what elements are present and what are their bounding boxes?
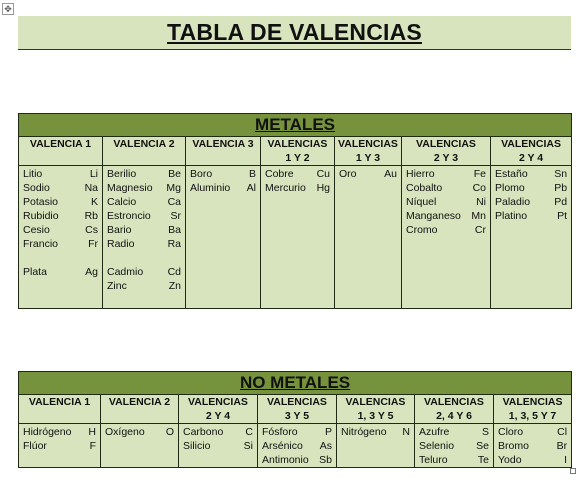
column-header-line: 2 Y 4 xyxy=(518,152,544,164)
nometales-column-header xyxy=(179,395,258,424)
element-name: Estroncio xyxy=(107,210,151,222)
element-name: Francio xyxy=(23,238,59,250)
nometales-column-cell xyxy=(19,424,101,468)
element-symbol: Sb xyxy=(319,454,332,466)
element-name: Litio xyxy=(23,168,43,180)
element-entry xyxy=(190,167,256,181)
column-header-line: VALENCIAS xyxy=(267,396,327,408)
element-name: Platino xyxy=(495,210,528,222)
element-entry xyxy=(419,425,489,439)
element-name: Silicio xyxy=(183,440,211,452)
element-symbol: Na xyxy=(84,182,98,194)
element-symbol: Te xyxy=(477,454,489,466)
metales-column-cell xyxy=(186,166,261,309)
metales-column-header xyxy=(103,137,186,166)
nometales-column-cell xyxy=(337,424,415,468)
element-symbol: Mn xyxy=(471,210,486,222)
metales-column-header xyxy=(335,137,402,166)
element-name: Magnesio xyxy=(107,182,153,194)
element-symbol: Br xyxy=(556,440,568,452)
column-header-line: VALENCIAS xyxy=(424,396,484,408)
element-symbol: Ni xyxy=(476,196,486,208)
element-entry xyxy=(341,425,410,439)
element-symbol: O xyxy=(165,426,174,438)
element-name: Mercurio xyxy=(265,182,306,194)
nometales-column-cell xyxy=(415,424,494,468)
element-entry xyxy=(23,167,98,181)
metales-header-row xyxy=(19,137,572,166)
element-name: Selenio xyxy=(419,440,455,452)
nometales-heading: NO METALES xyxy=(19,372,572,395)
element-symbol: B xyxy=(248,168,256,180)
element-symbol: Mg xyxy=(166,182,181,194)
element-symbol: Fr xyxy=(88,238,98,250)
page-title: TABLA DE VALENCIAS xyxy=(167,19,422,45)
element-name: Bario xyxy=(107,224,132,236)
element-symbol: Li xyxy=(89,168,98,180)
table-resize-handle[interactable] xyxy=(570,468,576,474)
nometales-column-cell xyxy=(258,424,337,468)
element-entry xyxy=(107,223,181,237)
element-name: Cobalto xyxy=(406,182,443,194)
column-header-line: VALENCIA 1 xyxy=(29,138,92,150)
element-symbol: Be xyxy=(168,168,181,180)
element-name: Oxígeno xyxy=(105,426,145,438)
nometales-column-header xyxy=(494,395,572,424)
element-name: Berilio xyxy=(107,168,137,180)
element-name: Manganeso xyxy=(406,210,461,222)
column-header-line: VALENCIA 2 xyxy=(108,396,171,408)
element-name: Boro xyxy=(190,168,213,180)
column-header-line: VALENCIAS xyxy=(501,138,561,150)
column-header-line: 1, 3 Y 5 xyxy=(357,410,394,422)
element-entry xyxy=(406,195,486,209)
column-header-line: VALENCIAS xyxy=(416,138,476,150)
element-symbol: S xyxy=(481,426,489,438)
metales-column-header xyxy=(261,137,335,166)
element-entry xyxy=(495,167,567,181)
column-header-line: VALENCIAS xyxy=(502,396,563,408)
column-header-line: VALENCIAS xyxy=(338,138,398,150)
element-symbol: Co xyxy=(472,182,486,194)
element-name: Cadmio xyxy=(107,266,144,278)
element-name: Flúor xyxy=(23,440,47,452)
column-header-line: 2 Y 4 xyxy=(205,410,231,422)
element-symbol: Fe xyxy=(473,168,486,180)
element-entry xyxy=(406,223,486,237)
element-name: Calcio xyxy=(107,196,137,208)
nometales-column-cell xyxy=(179,424,258,468)
metales-table xyxy=(18,113,572,309)
column-header-line: VALENCIA 2 xyxy=(113,138,175,150)
element-entry xyxy=(406,209,486,223)
element-entry xyxy=(23,237,98,251)
element-symbol: Al xyxy=(246,182,256,194)
element-entry xyxy=(406,167,486,181)
column-header-line: 3 Y 5 xyxy=(284,410,310,422)
column-header-line: 1 Y 2 xyxy=(285,152,310,164)
element-entry xyxy=(23,425,96,439)
element-name: Bromo xyxy=(498,440,529,452)
column-header-line: 2 Y 3 xyxy=(433,152,459,164)
element-name: Rubidio xyxy=(23,210,59,222)
element-symbol: H xyxy=(88,426,96,438)
metales-column-cell xyxy=(103,166,186,309)
table-move-handle-icon[interactable]: ✥ xyxy=(2,3,14,15)
nometales-column-header xyxy=(258,395,337,424)
element-symbol: Sr xyxy=(170,210,181,222)
element-entry xyxy=(107,167,181,181)
element-entry xyxy=(23,181,98,195)
element-symbol: Se xyxy=(476,440,489,452)
nometales-header-row xyxy=(19,395,572,424)
element-entry xyxy=(495,195,567,209)
blank-line xyxy=(23,251,98,265)
element-entry xyxy=(107,181,181,195)
column-header-line: 2, 4 Y 6 xyxy=(436,410,472,422)
element-symbol: Ag xyxy=(85,266,98,278)
column-header-line: 1 Y 3 xyxy=(355,152,381,164)
element-entry xyxy=(406,181,486,195)
element-symbol: Ca xyxy=(167,196,181,208)
element-entry xyxy=(183,425,253,439)
element-name: Plata xyxy=(23,266,47,278)
element-symbol: P xyxy=(324,426,332,438)
element-entry xyxy=(339,167,397,181)
nometales-body-row xyxy=(19,424,572,468)
element-name: Zinc xyxy=(107,280,127,292)
element-name: Yodo xyxy=(498,454,522,466)
column-header-line: VALENCIA 1 xyxy=(28,396,91,408)
element-name: Plomo xyxy=(495,182,525,194)
element-symbol: F xyxy=(89,440,96,452)
element-name: Aluminio xyxy=(190,182,231,194)
element-name: Estaño xyxy=(495,168,528,180)
element-symbol: Cs xyxy=(85,224,98,236)
element-entry xyxy=(183,439,253,453)
element-entry xyxy=(495,181,567,195)
element-symbol: K xyxy=(90,196,98,208)
element-entry xyxy=(105,425,174,439)
metales-column-header xyxy=(186,137,261,166)
element-name: Paladio xyxy=(495,196,531,208)
nometales-column-header xyxy=(415,395,494,424)
element-name: Carbono xyxy=(183,426,224,438)
nometales-column-cell xyxy=(494,424,572,468)
element-name: Sodio xyxy=(23,182,50,194)
element-symbol: Pt xyxy=(557,210,568,222)
nometales-column-cell xyxy=(101,424,179,468)
element-name: Oro xyxy=(339,168,357,180)
element-symbol: Cr xyxy=(474,224,486,236)
element-symbol: Ra xyxy=(167,238,181,250)
metales-column-cell xyxy=(261,166,335,309)
element-name: Nitrógeno xyxy=(341,426,387,438)
element-entry xyxy=(498,439,567,453)
element-entry xyxy=(419,453,489,467)
element-symbol: Si xyxy=(243,440,253,452)
nometales-column-header xyxy=(101,395,179,424)
metales-column-cell xyxy=(19,166,103,309)
element-symbol: Rb xyxy=(84,210,98,222)
element-name: Radio xyxy=(107,238,135,250)
element-symbol: Pb xyxy=(554,182,568,194)
page-title-bar xyxy=(18,16,571,50)
element-entry xyxy=(23,195,98,209)
element-entry xyxy=(23,265,98,279)
element-entry xyxy=(498,425,567,439)
column-header-line: VALENCIAS xyxy=(188,396,248,408)
metales-column-header xyxy=(402,137,491,166)
metales-heading: METALES xyxy=(19,114,572,137)
element-symbol: Zn xyxy=(168,280,181,292)
column-header-line: VALENCIA 3 xyxy=(192,138,254,150)
element-name: Arsénico xyxy=(262,440,303,452)
metales-body-row xyxy=(19,166,572,309)
metales-column-header xyxy=(19,137,103,166)
element-symbol: N xyxy=(402,426,410,438)
element-name: Antimonio xyxy=(262,454,309,466)
element-entry xyxy=(23,223,98,237)
element-symbol: C xyxy=(245,426,253,438)
element-entry xyxy=(107,237,181,251)
element-name: Potasio xyxy=(23,196,59,208)
column-header-line: 1, 3, 5 Y 7 xyxy=(508,410,557,422)
element-symbol: Sn xyxy=(554,168,568,180)
element-entry xyxy=(107,209,181,223)
metales-column-header xyxy=(491,137,572,166)
element-name: Cromo xyxy=(406,224,438,236)
element-entry xyxy=(265,167,330,181)
element-entry xyxy=(107,279,181,293)
element-entry xyxy=(262,453,332,467)
element-name: Cloro xyxy=(498,426,524,438)
element-symbol: Cu xyxy=(316,168,330,180)
element-name: Teluro xyxy=(419,454,448,466)
element-name: Cesio xyxy=(23,224,50,236)
element-name: Níquel xyxy=(406,196,437,208)
metales-column-cell xyxy=(491,166,572,309)
element-entry xyxy=(262,439,332,453)
blank-line xyxy=(107,251,181,265)
column-header-line: VALENCIAS xyxy=(345,396,406,408)
element-symbol: Cd xyxy=(167,266,181,278)
element-name: Fósforo xyxy=(262,426,298,438)
element-name: Hierro xyxy=(406,168,435,180)
element-name: Azufre xyxy=(419,426,450,438)
element-entry xyxy=(262,425,332,439)
column-header-line: VALENCIAS xyxy=(267,138,328,150)
nometales-table xyxy=(18,371,572,468)
element-symbol: Pd xyxy=(554,196,568,208)
element-entry xyxy=(107,265,181,279)
nometales-column-header xyxy=(19,395,101,424)
element-entry xyxy=(190,181,256,195)
nometales-column-header xyxy=(337,395,415,424)
element-entry xyxy=(419,439,489,453)
element-symbol: As xyxy=(319,440,332,452)
metales-column-cell xyxy=(335,166,402,309)
element-symbol: Cl xyxy=(557,426,568,438)
element-entry xyxy=(265,181,330,195)
element-entry xyxy=(23,439,96,453)
element-symbol: I xyxy=(564,454,568,466)
element-name: Cobre xyxy=(265,168,294,180)
element-symbol: Hg xyxy=(316,182,330,194)
element-symbol: Ba xyxy=(168,224,181,236)
element-entry xyxy=(23,209,98,223)
element-entry xyxy=(498,453,567,467)
metales-column-cell xyxy=(402,166,491,309)
element-entry xyxy=(495,209,567,223)
element-symbol: Au xyxy=(384,168,397,180)
element-name: Hidrógeno xyxy=(23,426,72,438)
element-entry xyxy=(107,195,181,209)
